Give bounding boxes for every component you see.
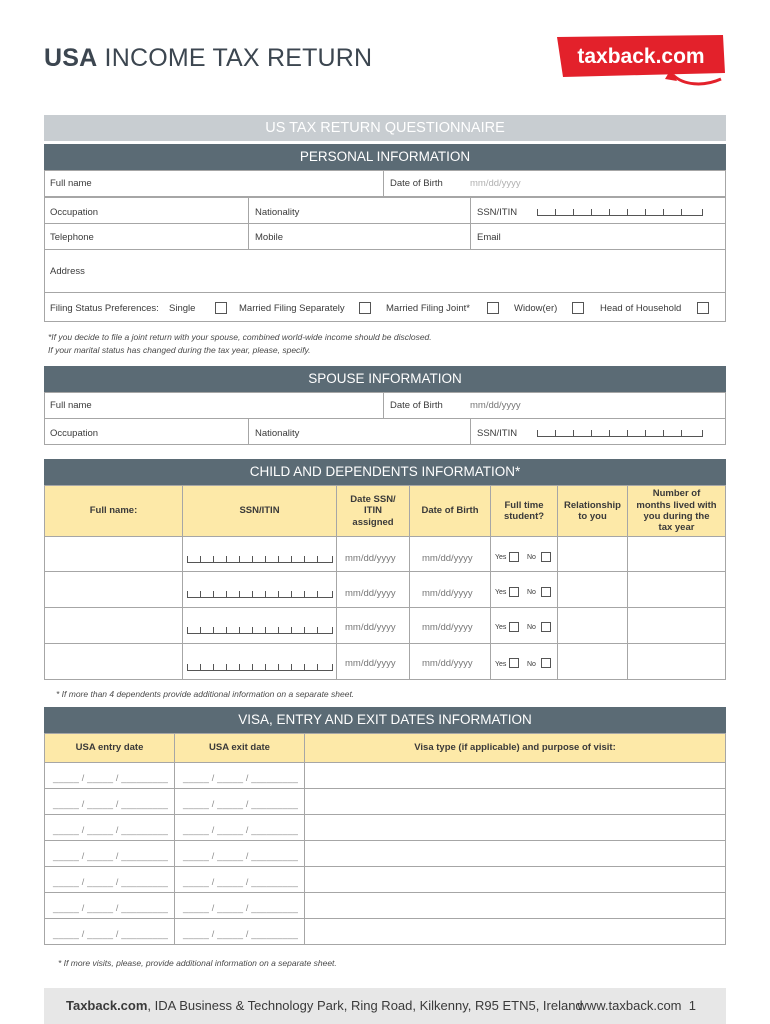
filing-separately-checkbox[interactable] (359, 302, 371, 314)
child-student-cell (490, 571, 558, 608)
logo-text: taxback.com (577, 45, 705, 68)
page-number: 1 (688, 998, 696, 1013)
child-ssn-date-cell[interactable] (336, 536, 410, 572)
filing-widow-label: Widow(er) (514, 303, 558, 314)
col-visa-type: Visa type (if applicable) and purpose of visit: (304, 733, 726, 763)
child-ssn-date-cell[interactable] (336, 571, 410, 608)
child-relationship-cell[interactable] (557, 643, 628, 680)
child-ssn-cell[interactable] (182, 643, 337, 680)
page-title (44, 44, 372, 73)
visa-type-cell[interactable] (304, 866, 726, 893)
child-ssn-cell[interactable] (182, 571, 337, 608)
visa-exit-blank: _____ / _____ / _________ (183, 825, 299, 835)
visa-exit-cell[interactable] (174, 788, 305, 815)
visa-exit-blank: _____ / _____ / _________ (183, 929, 299, 939)
spouse-nationality-label: Nationality (255, 428, 300, 439)
visa-type-cell[interactable] (304, 918, 726, 945)
footer-website-block (577, 998, 696, 1013)
ssn-label: SSN/ITIN (477, 207, 518, 218)
spouse-dob-label: Date of Birth (390, 400, 443, 411)
child-months-cell[interactable] (627, 536, 726, 572)
footer-website[interactable]: www.taxback.com (577, 998, 682, 1013)
child-name-cell[interactable] (44, 536, 183, 572)
spouse-section-title: SPOUSE INFORMATION (44, 366, 726, 392)
ssn-field[interactable] (470, 197, 726, 224)
child-student-yes-checkbox[interactable] (509, 552, 519, 562)
visa-entry-blank: _____ / _____ / _________ (53, 799, 169, 809)
child-name-cell[interactable] (44, 571, 183, 608)
telephone-label: Telephone (50, 232, 94, 243)
col-child-dob: Date of Birth (409, 485, 491, 537)
child-student-no-label: No (527, 661, 536, 668)
child-dob-placeholder: mm/dd/yyyy (422, 553, 473, 564)
filing-joint-label: Married Filing Joint* (386, 303, 470, 314)
child-dob-placeholder: mm/dd/yyyy (422, 622, 473, 633)
visits-note: * If more visits, please, provide additional information on a separate sheet. (58, 958, 337, 968)
child-student-yes-label: Yes (495, 554, 507, 561)
child-ssn-cell[interactable] (182, 607, 337, 644)
dob-placeholder: mm/dd/yyyy (470, 178, 521, 189)
child-name-cell[interactable] (44, 643, 183, 680)
visa-exit-blank: _____ / _____ / _________ (183, 799, 299, 809)
questionnaire-title: US TAX RETURN QUESTIONNAIRE (44, 115, 726, 141)
child-name-cell[interactable] (44, 607, 183, 644)
visa-type-cell[interactable] (304, 814, 726, 841)
dob-field[interactable] (383, 170, 726, 197)
filing-status-label: Filing Status Preferences: (50, 303, 159, 314)
visa-exit-blank: _____ / _____ / _________ (183, 851, 299, 861)
child-months-cell[interactable] (627, 607, 726, 644)
email-field[interactable] (470, 223, 726, 250)
child-ssn-date-placeholder: mm/dd/yyyy (345, 622, 396, 633)
visa-entry-cell[interactable] (44, 762, 175, 789)
full-name-field[interactable] (44, 170, 384, 197)
child-student-cell (490, 536, 558, 572)
visa-section-title: VISA, ENTRY AND EXIT DATES INFORMATION (44, 707, 726, 733)
children-section-title: CHILD AND DEPENDENTS INFORMATION* (44, 459, 726, 485)
col-visa-exit: USA exit date (174, 733, 305, 763)
child-ssn-date-placeholder: mm/dd/yyyy (345, 658, 396, 669)
occupation-label: Occupation (50, 207, 99, 218)
visa-type-cell[interactable] (304, 788, 726, 815)
col-child-ssn: SSN/ITIN (182, 485, 337, 537)
visa-exit-blank: _____ / _____ / _________ (183, 877, 299, 887)
spouse-nationality-field[interactable] (248, 418, 471, 445)
visa-entry-blank: _____ / _____ / _________ (53, 903, 169, 913)
visa-entry-cell[interactable] (44, 892, 175, 919)
child-student-yes-checkbox[interactable] (509, 658, 519, 668)
occupation-field[interactable] (44, 197, 249, 224)
visa-exit-cell[interactable] (174, 814, 305, 841)
child-ssn-date-placeholder: mm/dd/yyyy (345, 553, 396, 564)
filing-hoh-label: Head of Household (600, 303, 682, 314)
spouse-full-name-field[interactable] (44, 392, 384, 419)
child-dob-cell[interactable] (409, 607, 491, 644)
footer-company: Taxback.com (66, 998, 148, 1013)
child-dob-cell[interactable] (409, 643, 491, 680)
child-student-yes-checkbox[interactable] (509, 622, 519, 632)
col-child-full-name: Full name: (44, 485, 183, 537)
child-ssn-cell[interactable] (182, 536, 337, 572)
child-student-no-checkbox[interactable] (541, 552, 551, 562)
child-dob-cell[interactable] (409, 571, 491, 608)
filing-hoh-checkbox[interactable] (697, 302, 709, 314)
spouse-dob-field[interactable] (383, 392, 726, 419)
spouse-ssn-field[interactable] (470, 418, 726, 445)
visa-type-cell[interactable] (304, 840, 726, 867)
telephone-field[interactable] (44, 223, 249, 250)
visa-entry-blank: _____ / _____ / _________ (53, 929, 169, 939)
visa-exit-cell[interactable] (174, 866, 305, 893)
nationality-field[interactable] (248, 197, 471, 224)
visa-entry-blank: _____ / _____ / _________ (53, 773, 169, 783)
address-field[interactable] (44, 249, 726, 293)
visa-entry-cell[interactable] (44, 918, 175, 945)
child-student-no-checkbox[interactable] (541, 658, 551, 668)
child-student-yes-label: Yes (495, 624, 507, 631)
child-ssn-boxes (187, 663, 333, 671)
mobile-field[interactable] (248, 223, 471, 250)
child-ssn-date-placeholder: mm/dd/yyyy (345, 588, 396, 599)
child-student-no-label: No (527, 624, 536, 631)
visa-entry-cell[interactable] (44, 814, 175, 841)
child-dob-placeholder: mm/dd/yyyy (422, 588, 473, 599)
col-child-ssn-date: Date SSN/ ITIN assigned (336, 485, 410, 537)
child-student-no-checkbox[interactable] (541, 622, 551, 632)
marital-status-note: If your marital status has changed during the tax year, please, specify. (48, 345, 311, 355)
child-ssn-boxes (187, 626, 333, 634)
visa-entry-cell[interactable] (44, 788, 175, 815)
taxback-logo (553, 33, 729, 89)
dependents-note: * If more than 4 dependents provide additional information on a separate sheet. (56, 689, 355, 699)
footer-address (66, 998, 583, 1013)
child-relationship-cell[interactable] (557, 536, 628, 572)
filing-single-label: Single (169, 303, 196, 314)
child-student-cell (490, 607, 558, 644)
filing-status-row (44, 292, 726, 322)
child-relationship-cell[interactable] (557, 571, 628, 608)
page-footer (44, 988, 726, 1024)
personal-section-title: PERSONAL INFORMATION (44, 144, 726, 170)
address-label: Address (50, 266, 85, 277)
spouse-ssn-boxes (537, 429, 703, 437)
title-rest: INCOME TAX RETURN (104, 44, 373, 72)
child-ssn-boxes (187, 555, 333, 563)
child-relationship-cell[interactable] (557, 607, 628, 644)
filing-single-checkbox[interactable] (215, 302, 227, 314)
child-dob-cell[interactable] (409, 536, 491, 572)
full-name-label: Full name (50, 178, 92, 189)
visa-entry-blank: _____ / _____ / _________ (53, 825, 169, 835)
filing-joint-checkbox[interactable] (487, 302, 499, 314)
child-ssn-boxes (187, 590, 333, 598)
child-dob-placeholder: mm/dd/yyyy (422, 658, 473, 669)
col-child-student: Full time student? (490, 485, 558, 537)
child-student-no-label: No (527, 554, 536, 561)
visa-exit-blank: _____ / _____ / _________ (183, 773, 299, 783)
visa-entry-blank: _____ / _____ / _________ (53, 877, 169, 887)
col-visa-entry: USA entry date (44, 733, 175, 763)
child-student-yes-label: Yes (495, 589, 507, 596)
child-ssn-date-cell[interactable] (336, 643, 410, 680)
email-label: Email (477, 232, 501, 243)
visa-entry-blank: _____ / _____ / _________ (53, 851, 169, 861)
footer-address-text: , IDA Business & Technology Park, Ring Road, Kilkenny, R95 ETN5, Ireland (147, 998, 583, 1013)
visa-exit-cell[interactable] (174, 918, 305, 945)
child-student-no-label: No (527, 589, 536, 596)
child-months-cell[interactable] (627, 643, 726, 680)
visa-entry-cell[interactable] (44, 840, 175, 867)
visa-entry-cell[interactable] (44, 866, 175, 893)
child-student-no-checkbox[interactable] (541, 587, 551, 597)
child-student-cell (490, 643, 558, 680)
visa-type-cell[interactable] (304, 762, 726, 789)
visa-exit-cell[interactable] (174, 840, 305, 867)
child-student-yes-label: Yes (495, 661, 507, 668)
child-student-yes-checkbox[interactable] (509, 587, 519, 597)
mobile-label: Mobile (255, 232, 283, 243)
filing-widow-checkbox[interactable] (572, 302, 584, 314)
spouse-ssn-label: SSN/ITIN (477, 428, 518, 439)
col-child-relationship: Relationship to you (557, 485, 628, 537)
visa-exit-cell[interactable] (174, 762, 305, 789)
spouse-full-name-label: Full name (50, 400, 92, 411)
joint-return-note: *If you decide to file a joint return with your spouse, combined world-wide income should be disclosed. (48, 332, 432, 342)
col-child-months: Number of months lived with you during the tax year (627, 485, 726, 537)
child-months-cell[interactable] (627, 571, 726, 608)
child-ssn-date-cell[interactable] (336, 607, 410, 644)
nationality-label: Nationality (255, 207, 300, 218)
visa-exit-blank: _____ / _____ / _________ (183, 903, 299, 913)
visa-type-cell[interactable] (304, 892, 726, 919)
spouse-dob-placeholder: mm/dd/yyyy (470, 400, 521, 411)
ssn-boxes (537, 208, 703, 216)
dob-label: Date of Birth (390, 178, 443, 189)
visa-exit-cell[interactable] (174, 892, 305, 919)
title-bold: USA (44, 44, 98, 72)
filing-separately-label: Married Filing Separately (239, 303, 345, 314)
spouse-occupation-label: Occupation (50, 428, 99, 439)
spouse-occupation-field[interactable] (44, 418, 249, 445)
